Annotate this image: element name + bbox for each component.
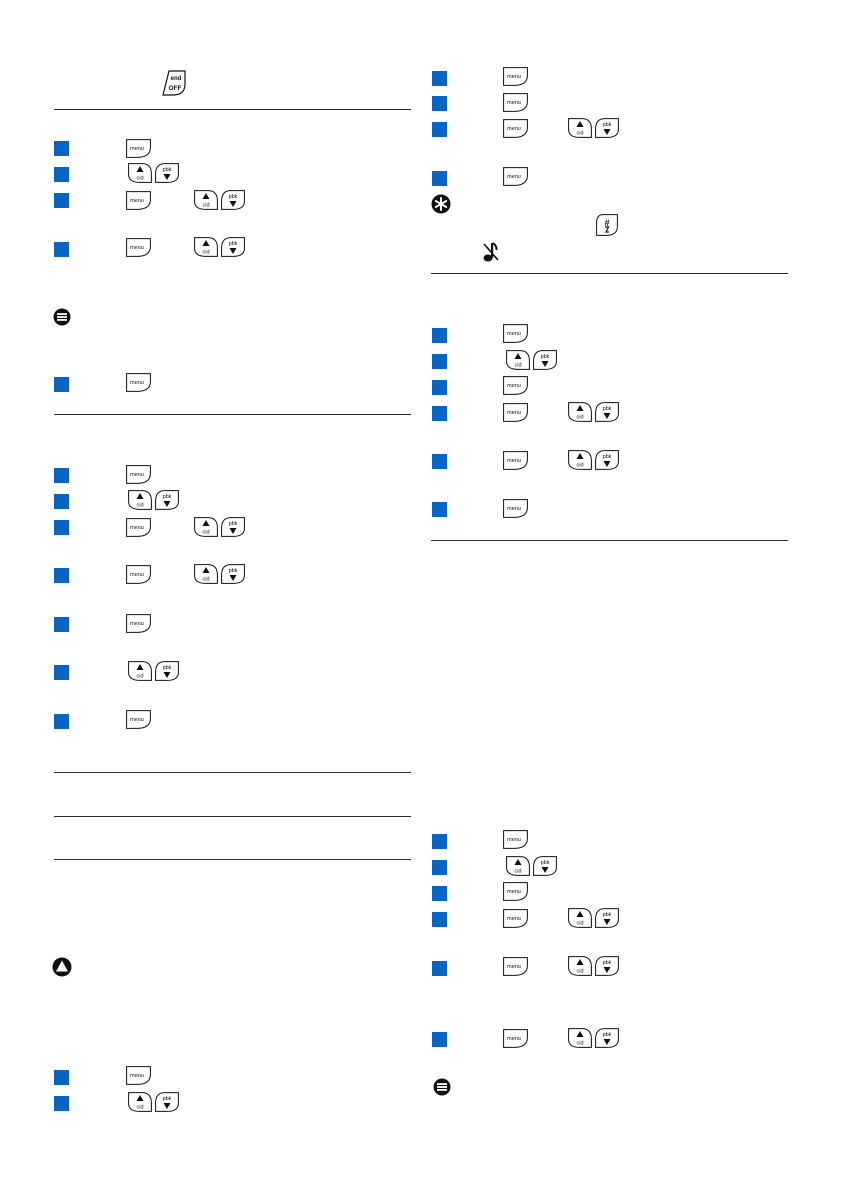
step-marker — [432, 122, 447, 137]
section-divider — [54, 816, 411, 817]
menu-key-icon — [503, 451, 528, 470]
menu-key-label: menu — [130, 621, 144, 627]
pbk-key-label: pbk — [602, 960, 612, 966]
pbk-key-label: pbk — [602, 122, 612, 128]
cid-up-key-icon — [506, 350, 530, 370]
step-marker — [432, 380, 447, 395]
pbk-down-key-icon — [595, 118, 619, 138]
menu-key-icon — [503, 882, 528, 901]
menu-key-label: menu — [507, 410, 521, 416]
cid-key-label: cid — [136, 175, 144, 182]
pbk-key-label: pbk — [162, 494, 172, 500]
pbk-key-label: pbk — [228, 568, 238, 574]
cid-key-label: cid — [136, 502, 144, 509]
pbk-key-label: pbk — [162, 167, 172, 173]
pbk-down-key-icon — [221, 564, 245, 584]
menu-key-icon — [503, 499, 528, 518]
cid-up-key-icon — [568, 908, 592, 928]
pbk-key-label: pbk — [162, 1096, 172, 1102]
end-off-key-icon — [161, 70, 187, 96]
pbk-down-key-icon — [595, 450, 619, 470]
cid-up-key-icon — [128, 661, 152, 681]
pbk-down-key-icon — [221, 237, 245, 257]
menu-key-label: menu — [507, 126, 521, 132]
cid-up-key-icon — [194, 237, 218, 257]
step-marker — [54, 167, 69, 182]
step-marker — [54, 141, 69, 156]
cid-key-label: cid — [576, 1040, 584, 1047]
menu-key-label: menu — [507, 74, 521, 80]
menu-key-icon — [503, 957, 528, 976]
cid-key-label: cid — [576, 130, 584, 137]
pbk-key-label: pbk — [228, 241, 238, 247]
pbk-down-key-icon — [155, 163, 179, 183]
menu-key-label: menu — [507, 174, 521, 180]
cid-key-label: cid — [576, 462, 584, 469]
menu-key-label: menu — [507, 889, 521, 895]
menu-key-label: menu — [130, 380, 144, 386]
note-icon — [433, 1078, 451, 1096]
menu-key-icon — [126, 710, 151, 729]
menu-key-icon — [126, 373, 151, 392]
section-divider — [431, 273, 788, 274]
menu-key-icon — [503, 376, 528, 395]
menu-key-label: menu — [130, 717, 144, 723]
pbk-key-label: pbk — [602, 406, 612, 412]
menu-key-icon — [126, 518, 151, 537]
step-marker — [54, 1070, 69, 1085]
pbk-down-key-icon — [155, 490, 179, 510]
menu-key-icon — [503, 67, 528, 86]
hash-key-label: # — [604, 218, 610, 228]
step-marker — [54, 494, 69, 509]
section-divider — [54, 109, 411, 110]
cid-key-label: cid — [202, 249, 210, 256]
pbk-down-key-icon — [155, 661, 179, 681]
cid-key-label: cid — [202, 529, 210, 536]
step-marker — [432, 860, 447, 875]
step-marker — [54, 665, 69, 680]
menu-key-label: menu — [507, 964, 521, 970]
menu-key-icon — [126, 191, 151, 210]
menu-key-icon — [126, 614, 151, 633]
pbk-key-label: pbk — [540, 354, 550, 360]
pbk-down-key-icon — [155, 1092, 179, 1112]
cid-up-key-icon — [128, 490, 152, 510]
cid-key-label: cid — [576, 414, 584, 421]
menu-key-label: menu — [507, 837, 521, 843]
pbk-key-label: pbk — [602, 1032, 612, 1038]
pbk-down-key-icon — [533, 350, 557, 370]
pbk-key-label: pbk — [228, 521, 238, 527]
cid-up-key-icon — [128, 163, 152, 183]
menu-key-icon — [503, 119, 528, 138]
cid-up-key-icon — [568, 1028, 592, 1048]
pbk-key-label: pbk — [228, 194, 238, 200]
menu-key-label: menu — [507, 458, 521, 464]
step-marker — [54, 520, 69, 535]
menu-key-label: menu — [507, 383, 521, 389]
menu-key-icon — [503, 1029, 528, 1048]
menu-key-label: menu — [130, 572, 144, 578]
section-divider — [54, 414, 411, 415]
section-divider — [54, 772, 411, 773]
cid-key-label: cid — [576, 920, 584, 927]
step-marker — [54, 242, 69, 257]
cid-key-label: cid — [202, 576, 210, 583]
menu-key-icon — [503, 167, 528, 186]
pbk-key-label: pbk — [162, 665, 172, 671]
menu-key-icon — [503, 403, 528, 422]
pbk-key-label: pbk — [540, 860, 550, 866]
cid-up-key-icon — [506, 856, 530, 876]
cid-up-key-icon — [568, 402, 592, 422]
step-marker — [54, 193, 69, 208]
step-marker — [432, 96, 447, 111]
step-marker — [432, 454, 447, 469]
step-marker — [432, 502, 447, 517]
menu-key-icon — [126, 1066, 151, 1085]
section-divider — [431, 540, 788, 541]
step-marker — [432, 354, 447, 369]
cid-key-label: cid — [514, 868, 522, 875]
step-marker — [432, 961, 447, 976]
step-marker — [432, 912, 447, 927]
step-marker — [432, 171, 447, 186]
menu-key-label: menu — [130, 472, 144, 478]
note-icon — [53, 308, 71, 326]
step-marker — [54, 714, 69, 729]
cid-key-label: cid — [576, 968, 584, 975]
step-marker — [432, 71, 447, 86]
ringer-off-icon — [482, 241, 500, 263]
pbk-down-key-icon — [595, 1028, 619, 1048]
pbk-down-key-icon — [595, 956, 619, 976]
menu-key-icon — [503, 324, 528, 343]
step-marker — [432, 886, 447, 901]
step-marker — [54, 468, 69, 483]
step-marker — [54, 1096, 69, 1111]
menu-key-label: menu — [507, 916, 521, 922]
pbk-down-key-icon — [221, 190, 245, 210]
cid-up-key-icon — [194, 564, 218, 584]
cid-key-label: cid — [136, 673, 144, 680]
step-marker — [54, 377, 69, 392]
menu-key-label: menu — [507, 1036, 521, 1042]
menu-key-label: menu — [130, 1073, 144, 1079]
menu-key-label: menu — [130, 146, 144, 152]
section-divider — [54, 859, 411, 860]
menu-key-label: menu — [507, 331, 521, 337]
off-key-label: OFF — [168, 85, 182, 92]
step-marker — [432, 328, 447, 343]
warning-triangle-icon — [52, 957, 72, 977]
pbk-down-key-icon — [595, 908, 619, 928]
menu-key-icon — [126, 565, 151, 584]
pbk-key-label: pbk — [602, 912, 612, 918]
step-marker — [432, 834, 447, 849]
menu-key-label: menu — [507, 100, 521, 106]
cid-up-key-icon — [194, 517, 218, 537]
step-marker — [432, 406, 447, 421]
step-marker — [432, 1032, 447, 1047]
pbk-down-key-icon — [533, 856, 557, 876]
pbk-down-key-icon — [595, 402, 619, 422]
cid-up-key-icon — [568, 118, 592, 138]
tip-asterisk-icon — [431, 194, 451, 214]
cid-key-label: cid — [136, 1104, 144, 1111]
end-key-label: end — [170, 76, 182, 82]
menu-key-icon — [503, 93, 528, 112]
menu-key-icon — [126, 139, 151, 158]
cid-up-key-icon — [128, 1092, 152, 1112]
pbk-down-key-icon — [221, 517, 245, 537]
step-marker — [54, 568, 69, 583]
pbk-key-label: pbk — [602, 454, 612, 460]
cid-up-key-icon — [568, 450, 592, 470]
cid-key-label: cid — [202, 202, 210, 209]
menu-key-icon — [503, 830, 528, 849]
cid-up-key-icon — [194, 190, 218, 210]
menu-key-icon — [126, 238, 151, 257]
hash-key-icon — [596, 214, 618, 236]
step-marker — [54, 617, 69, 632]
menu-key-icon — [503, 909, 528, 928]
menu-key-icon — [126, 465, 151, 484]
menu-key-label: menu — [130, 525, 144, 531]
cid-up-key-icon — [568, 956, 592, 976]
menu-key-label: menu — [130, 198, 144, 204]
menu-key-label: menu — [130, 245, 144, 251]
cid-key-label: cid — [514, 362, 522, 369]
menu-key-label: menu — [507, 506, 521, 512]
